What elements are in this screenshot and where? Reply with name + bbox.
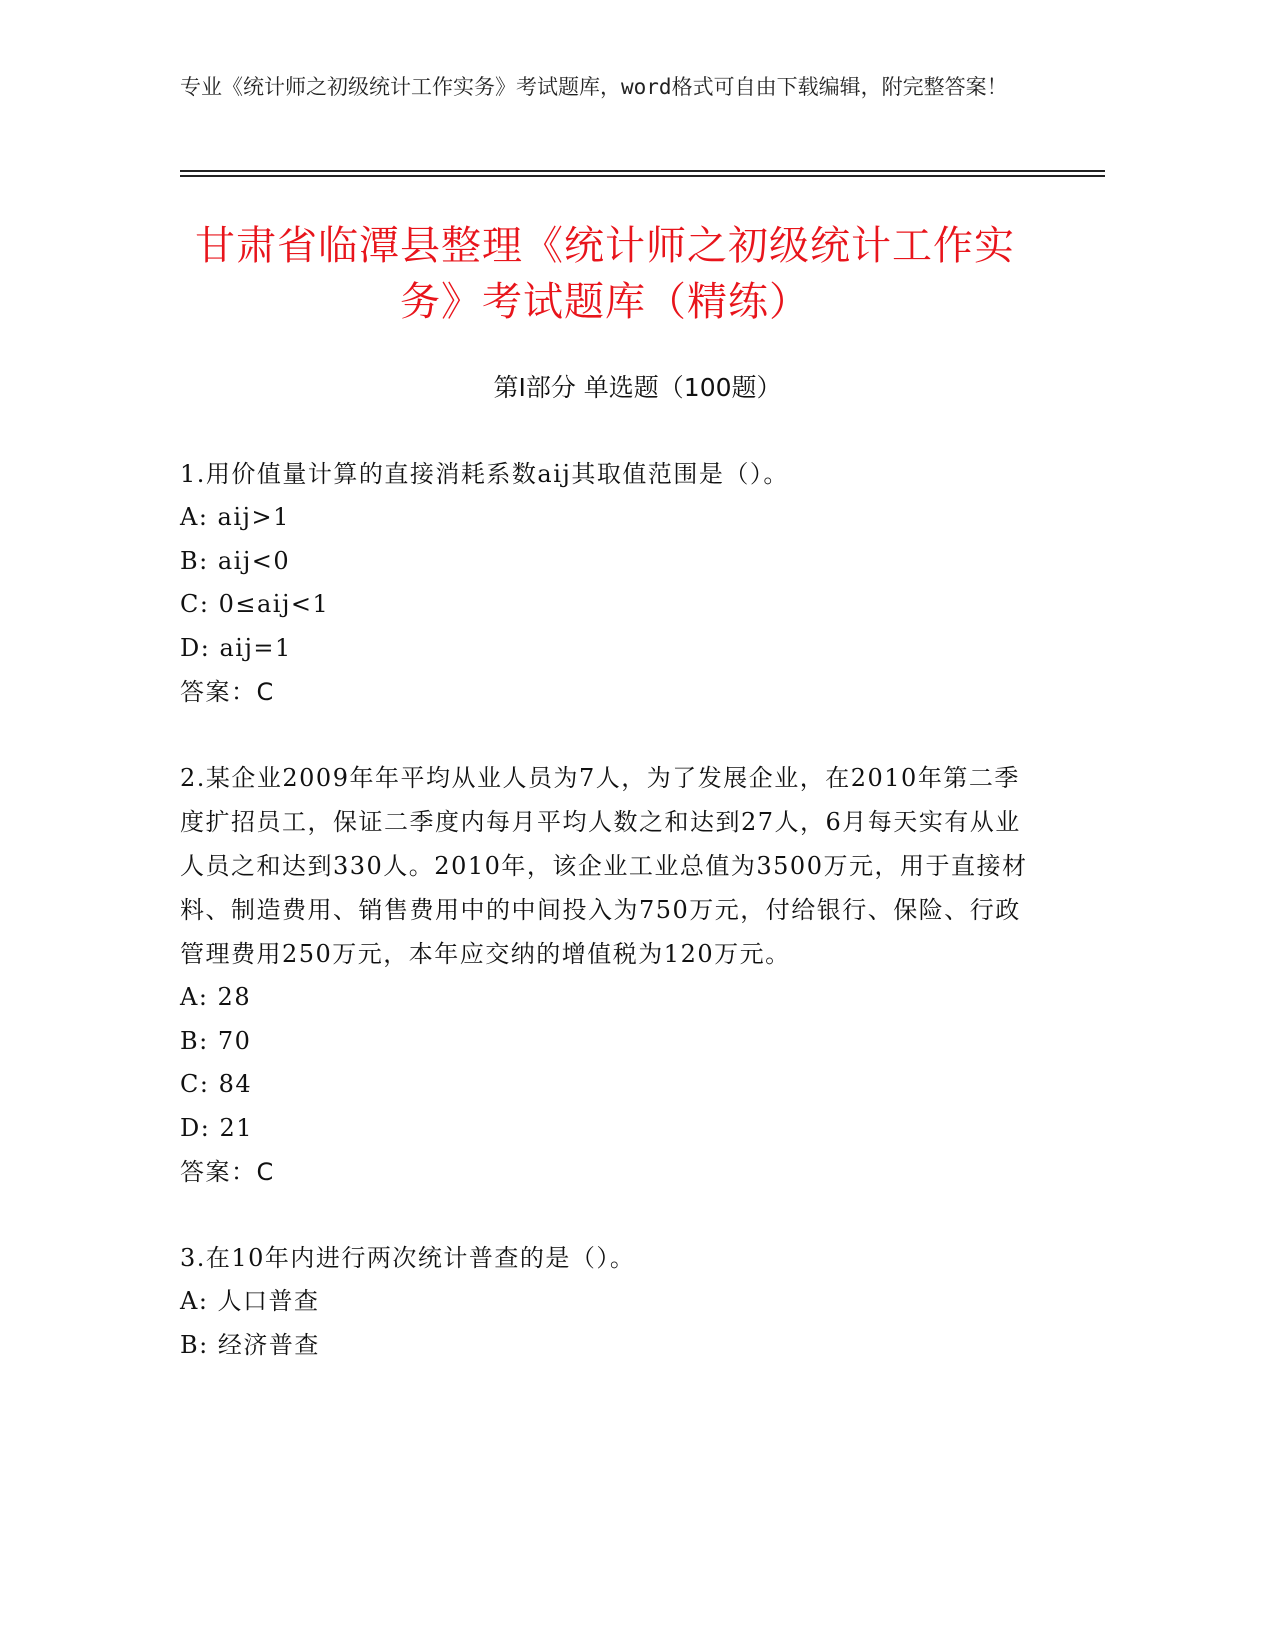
header-divider-top <box>180 170 1105 172</box>
question-stem: 1.用价值量计算的直接消耗系数aij其取值范围是（）。 <box>180 460 789 488</box>
option-d: D: 21 <box>180 1113 253 1142</box>
document-header-note: 专业《统计师之初级统计工作实务》考试题库，word格式可自由下载编辑，附完整答案！ <box>180 75 1008 99</box>
document-title: 甘肃省临潭县整理《统计师之初级统计工作实务》考试题库（精练） <box>195 223 1015 325</box>
header-divider-bottom <box>180 175 1105 177</box>
option-a: A: 人口普查 <box>180 1287 320 1315</box>
option-b: B: 经济普查 <box>180 1330 320 1359</box>
question-stem: 3.在10年内进行两次统计普查的是（）。 <box>180 1244 636 1272</box>
option-b: B: aij<0 <box>180 546 291 575</box>
question-2 <box>180 756 1040 1194</box>
question-3 <box>180 1236 1040 1367</box>
question-stem: 2.某企业2009年年平均从业人员为7人，为了发展企业，在2010年第二季度扩招员工，保证二季度内每月平均人数之和达到27人，6月每天实有从业人员之和达到330人。2010年，该企业工业总值为3500万元，用于直接材料、制造费用、销售费用中的中间投入为750万元，付给银行、保险、行政管理费用250万元，本年应交纳的增值税为120万元。 <box>180 764 1028 968</box>
option-d: D: aij=1 <box>180 633 292 662</box>
option-c: C: 84 <box>180 1070 253 1098</box>
question-list <box>180 452 1040 1409</box>
option-c: C: 0≤aij<1 <box>180 590 330 618</box>
section-heading: 第I部分 单选题（100题） <box>493 373 782 402</box>
option-a: A: 28 <box>180 983 252 1011</box>
option-a: A: aij>1 <box>180 503 290 531</box>
option-b: B: 70 <box>180 1026 252 1055</box>
question-1 <box>180 452 1040 714</box>
answer-line: 答案：C <box>180 1158 275 1186</box>
answer-line: 答案：C <box>180 678 275 706</box>
